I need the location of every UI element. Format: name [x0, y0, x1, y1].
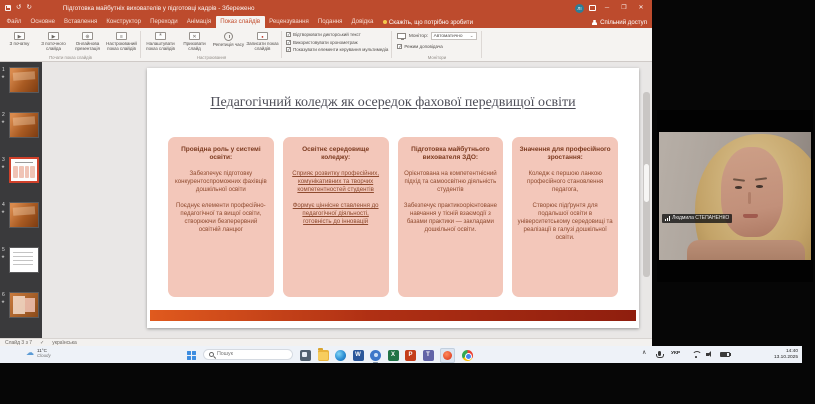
content-box-4[interactable] [512, 137, 618, 297]
custom-slideshow-button[interactable]: ≡ Настроюваний показ слайдів [105, 30, 138, 51]
monitor-icon [397, 33, 406, 39]
slide-thumbnail-5[interactable] [0, 246, 42, 286]
meeting-app-icon[interactable] [440, 348, 455, 363]
taskbar-search[interactable] [203, 349, 293, 360]
play-from-current-icon [48, 32, 59, 40]
tab-transitions[interactable]: Переходи [150, 18, 178, 25]
thumbnail-image [9, 67, 39, 93]
chrome-icon[interactable] [462, 350, 473, 361]
weather-temp: 11°C [37, 348, 47, 353]
vertical-scrollbar[interactable] [643, 92, 650, 277]
language-indicator[interactable]: українська [52, 339, 77, 346]
record-slideshow-button[interactable]: ● Записати показ слайдів [246, 30, 279, 51]
undo-icon[interactable]: ↺ [16, 3, 22, 11]
box-header: Значення для професійного зростання: [519, 146, 611, 162]
box-paragraph: Коледж є першою ланкою професійного становлення педагога, [527, 170, 604, 194]
search-icon [209, 352, 214, 357]
thumbnail-image [9, 112, 39, 138]
connection-signal-icon [665, 216, 670, 220]
ribbon-group-monitors [392, 28, 481, 61]
word-icon[interactable]: W [353, 350, 364, 361]
save-status-icon[interactable] [589, 5, 596, 11]
content-box-2[interactable] [283, 137, 389, 297]
tab-review[interactable]: Рецензування [269, 18, 309, 25]
tab-insert[interactable]: Вставлення [64, 18, 98, 25]
group-label-start: Почати показ слайдів [49, 55, 92, 60]
powerpoint-icon[interactable]: P [405, 350, 416, 361]
weather-desc: Cloudy [37, 352, 51, 358]
slide-title: Педагогічний коледж як осередок фахової передвищої освіти [210, 95, 576, 110]
taskbar [0, 346, 802, 363]
slide-number: 5 [2, 247, 5, 253]
save-icon[interactable] [5, 5, 11, 11]
participant-shoulders [687, 240, 805, 260]
chevron-down-icon: ⌄ [469, 33, 474, 38]
use-timings-checkbox[interactable]: ✓ Використовувати хронометраж [286, 40, 358, 45]
slide-thumbnail-1[interactable] [0, 66, 42, 106]
excel-icon[interactable]: X [388, 350, 399, 361]
box-paragraph: Забезпечує практикоорієнтоване навчання у тісній взаємодії з базами практики — закладами дошкільної освіти. [403, 202, 497, 233]
box-paragraph: Орієнтована на компетентнісний підхід та самоосвітню діяльність студентів [404, 170, 497, 194]
cloud-icon: ☁ [26, 348, 34, 358]
checkbox-icon [397, 44, 402, 49]
microphone-icon[interactable] [658, 351, 661, 356]
clock-icon [224, 32, 233, 41]
taskbar-icons [300, 348, 473, 362]
animation-star-icon: ★ [1, 209, 6, 214]
hide-slide-icon [189, 32, 200, 40]
meeting-app-glyph [443, 351, 452, 360]
box-paragraph: Поєднує елементи професійно-педагогічної та вищої освіти, створюючи безперервний освітній ланцюг [176, 202, 266, 233]
participant-face [721, 147, 783, 237]
animation-star-icon: ★ [1, 164, 6, 169]
file-explorer-icon[interactable] [318, 350, 329, 361]
ribbon-group-setup [141, 28, 282, 61]
tell-me-search[interactable]: Скажіть, що потрібно зробити [383, 16, 473, 28]
tab-animations[interactable]: Анімація [186, 18, 212, 25]
setup-slideshow-button[interactable]: * Налаштувати показ слайдів [144, 30, 177, 51]
animation-star-icon: ★ [1, 254, 6, 259]
record-icon [257, 32, 268, 40]
tray-date: 13.10.2025 [773, 355, 798, 361]
battery-icon[interactable] [720, 352, 730, 357]
box-header: Освітнє середовище коледжу: [302, 146, 370, 162]
checkbox-icon [286, 32, 291, 37]
running-indicator [373, 362, 378, 364]
slide-number: 2 [2, 112, 5, 118]
webcam-window [657, 110, 813, 282]
present-online-button[interactable]: ⊕ Онлайнова презентація [71, 30, 104, 51]
redo-icon[interactable]: ↻ [26, 3, 32, 11]
participant-video[interactable] [659, 132, 811, 260]
task-view-icon[interactable] [300, 350, 311, 361]
search-input[interactable] [217, 351, 283, 357]
box-paragraph: Створює підґрунтя для подальшої освіти в університетському середовищі та реалізації в галузі дошкільної освіти. [517, 202, 613, 241]
slide-thumbnail-3-selected[interactable] [0, 156, 42, 196]
thumbnail-image [9, 247, 39, 273]
tab-view[interactable]: Подання [317, 18, 343, 25]
teams-icon[interactable]: T [423, 350, 434, 361]
content-box-3[interactable] [398, 137, 504, 297]
from-beginning-button[interactable]: ▶ З початку [3, 30, 36, 46]
tab-help[interactable]: Довідка [351, 18, 374, 25]
current-slide[interactable] [147, 68, 639, 328]
tray-time: 14:40 [785, 349, 798, 354]
tab-home[interactable]: Основне [30, 18, 56, 25]
language-switcher[interactable]: УКР [671, 351, 681, 356]
slide-indicator: Слайд 3 з 7 [5, 339, 33, 346]
checkbox-icon [286, 40, 291, 45]
thumbnail-image [9, 157, 39, 183]
tab-file[interactable]: Файл [6, 18, 22, 25]
slide-thumbnail-2[interactable] [0, 111, 42, 151]
monitor-label: Монітор: [408, 33, 429, 39]
box-header: Провідна роль у системі освіти: [181, 146, 261, 162]
quick-access-toolbar [5, 5, 32, 12]
thumbnail-image [9, 292, 39, 318]
ribbon [0, 28, 652, 62]
rehearse-timings-button[interactable]: Репетиція часу [212, 30, 245, 47]
play-narrations-checkbox[interactable]: ✓ Відтворювати дикторський текст [286, 32, 361, 37]
animation-star-icon: ★ [1, 119, 6, 124]
minimize-button[interactable]: ─ [604, 5, 610, 11]
start-button[interactable] [187, 351, 196, 360]
box-paragraph: Забезпечує підготовку конкурентоспроможних фахівців дошкільної освіти [174, 170, 267, 194]
status-bar [0, 338, 652, 346]
tab-slideshow[interactable]: Показ слайдів [216, 16, 265, 28]
title-bar [0, 0, 652, 16]
restore-button[interactable]: ❐ [621, 5, 627, 11]
slide-accent-bar [150, 310, 636, 321]
present-online-icon [82, 32, 93, 40]
user-avatar[interactable]: ЛІ [575, 4, 584, 13]
animation-star-icon: ★ [1, 299, 6, 304]
checkbox-icon [286, 47, 291, 52]
participant-face-detail [756, 185, 763, 188]
box-paragraph: Формує ціннісне ставлення до педагогічної діяльності, готовність до інновацій [292, 202, 379, 225]
from-current-slide-button[interactable]: ▶ З поточного слайда [37, 30, 70, 51]
outlook-icon[interactable] [370, 350, 381, 361]
hidden-icons-chevron[interactable]: ∧ [642, 350, 647, 356]
ribbon-tab-bar [0, 16, 652, 28]
setup-show-icon [155, 32, 166, 40]
participant-face-detail [743, 214, 758, 218]
content-box-1[interactable] [168, 137, 274, 297]
box-header: Підготовка майбутнього вихователя ЗДО: [411, 146, 490, 162]
slide-number: 1 [2, 67, 5, 73]
custom-show-icon [116, 32, 127, 40]
slide-thumbnail-6[interactable] [0, 291, 42, 331]
edge-icon[interactable] [335, 350, 346, 361]
participant-face-detail [748, 192, 751, 204]
slide-columns [168, 137, 618, 297]
group-label-monitors: Монітори [427, 55, 447, 60]
animation-star-icon: ★ [1, 74, 6, 79]
play-from-start-icon [14, 32, 25, 40]
thumbnail-image [9, 202, 39, 228]
slide-number: 3 [2, 157, 5, 163]
ribbon-group-options [282, 28, 392, 61]
participant-name-tag [662, 214, 732, 223]
ribbon-group-start-slideshow [0, 28, 141, 61]
volume-icon[interactable] [706, 351, 714, 358]
lightbulb-icon [383, 20, 387, 24]
slide-thumbnail-4[interactable] [0, 201, 42, 241]
person-icon [592, 20, 597, 25]
box-paragraph: Сприяє розвитку професійних, комунікативних та творчих компетентностей студентів [292, 170, 380, 194]
participant-name: Людмила СТЕПАНЕНКО [672, 215, 730, 221]
share-button[interactable]: Спільний доступ [592, 16, 647, 28]
window-title: Підготовка майбутніх вихователів у підготовці кадрів - Збережено [62, 4, 255, 12]
slide-number: 6 [2, 292, 5, 298]
slide-canvas [42, 62, 652, 338]
clock[interactable] [741, 349, 798, 362]
wifi-icon[interactable] [691, 351, 701, 359]
weather-widget[interactable] [26, 348, 51, 359]
show-media-controls-checkbox[interactable]: ✓ Показувати елементи керування мультимедіа [286, 47, 388, 52]
spellcheck-icon[interactable]: ✓ [40, 339, 45, 346]
hide-slide-button[interactable]: ✕ Приховати слайд [178, 30, 211, 51]
scrollbar-thumb[interactable] [644, 164, 649, 202]
group-label-setup: Настроювання [196, 55, 227, 60]
monitor-dropdown[interactable]: Автоматично ⌄ [431, 32, 477, 40]
participant-face-detail [735, 186, 742, 189]
close-button[interactable]: ✕ [638, 5, 644, 11]
slide-number: 4 [2, 202, 5, 208]
slide-thumbnails-panel [0, 62, 42, 338]
presenter-view-checkbox[interactable]: ✓ Режим доповідача [397, 44, 442, 49]
tab-design[interactable]: Конструктор [106, 18, 142, 25]
